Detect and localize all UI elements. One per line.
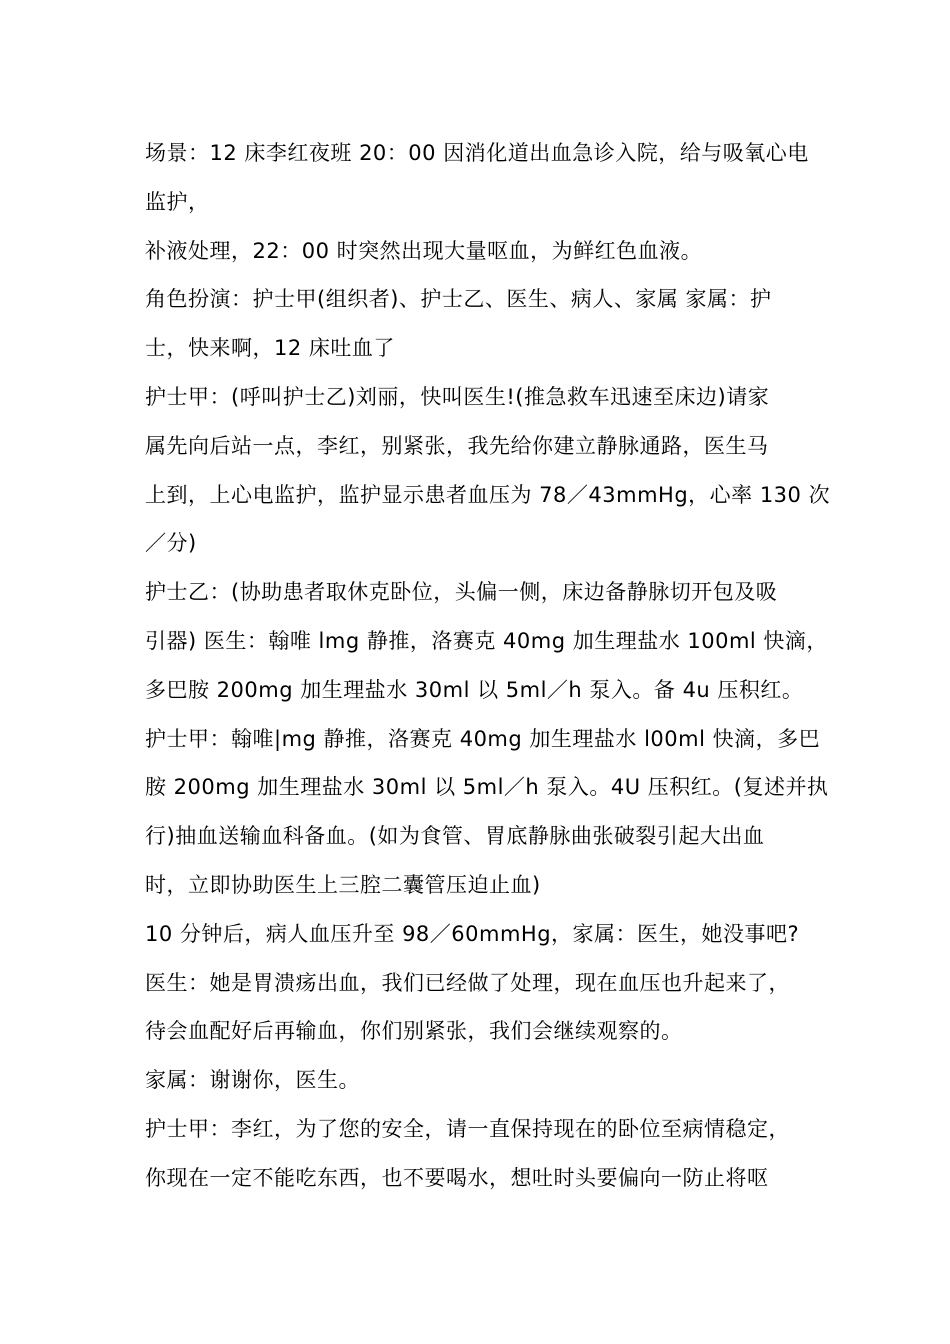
text-line: 护士乙：(协助患者取休克卧位，头偏一侧，床边备静脉切开包及吸	[145, 580, 778, 605]
text-line: 多巴胺 200mg 加生理盐水 30ml 以 5ml／h 泵入。备 4u 压积红。	[145, 677, 804, 702]
text-line: 家属：谢谢你，医生。	[145, 1068, 360, 1093]
text-line: 行)抽血送输血科备血。(如为食管、胃底静脉曲张破裂引起大出血	[145, 824, 765, 849]
text-line: 胺 200mg 加生理盐水 30ml 以 5ml／h 泵入。4U 压积红。(复述并执	[145, 775, 829, 800]
text-line: 补液处理，22：00 时突然出现大量呕血，为鲜红色血液。	[145, 238, 703, 263]
text-line: 10 分钟后，病人血压升至 98／60mmHg，家属：医生，她没事吧?	[145, 921, 800, 946]
text-line: 监护，	[145, 189, 210, 214]
text-line: 引器) 医生：翰唯 lmg 静推，洛赛克 40mg 加生理盐水 100ml 快滴，	[145, 628, 828, 653]
text-line: 士，快来啊，12 床吐血了	[145, 336, 395, 361]
text-line: 护士甲：翰唯|mg 静推，洛赛克 40mg 加生理盐水 l00ml 快滴，多巴	[145, 726, 821, 751]
text-line: 护士甲：李红，为了您的安全，请一直保持现在的卧位至病情稳定，	[145, 1116, 790, 1141]
text-line: 时，立即协助医生上三腔二囊管压迫止血)	[145, 872, 541, 897]
text-line: 属先向后站一点，李红，别紧张，我先给你建立静脉通路，医生马	[145, 433, 769, 458]
text-line: 你现在一定不能吃东西，也不要喝水，想吐时头要偏向一防止将呕	[145, 1165, 769, 1190]
text-line: 待会血配好后再输血，你们别紧张，我们会继续观察的。	[145, 1019, 683, 1044]
text-line: 角色扮演：护士甲(组织者)、护士乙、医生、病人、家属 家属：护	[145, 287, 772, 312]
text-line: 护士甲：(呼叫护士乙)刘丽，快叫医生!(推急救车迅速至床边)请家	[145, 384, 770, 409]
text-line: 医生：她是胃溃疡出血，我们已经做了处理，现在血压也升起来了，	[145, 970, 790, 995]
text-line: 上到，上心电监护，监护显示患者血压为 78／43mmHg，心率 130 次	[145, 482, 831, 507]
document-body	[145, 134, 831, 1208]
text-line: ／分)	[145, 531, 197, 556]
text-line: 场景：12 床李红夜班 20：00 因消化道出血急诊入院，给与吸氧心电	[145, 141, 809, 165]
